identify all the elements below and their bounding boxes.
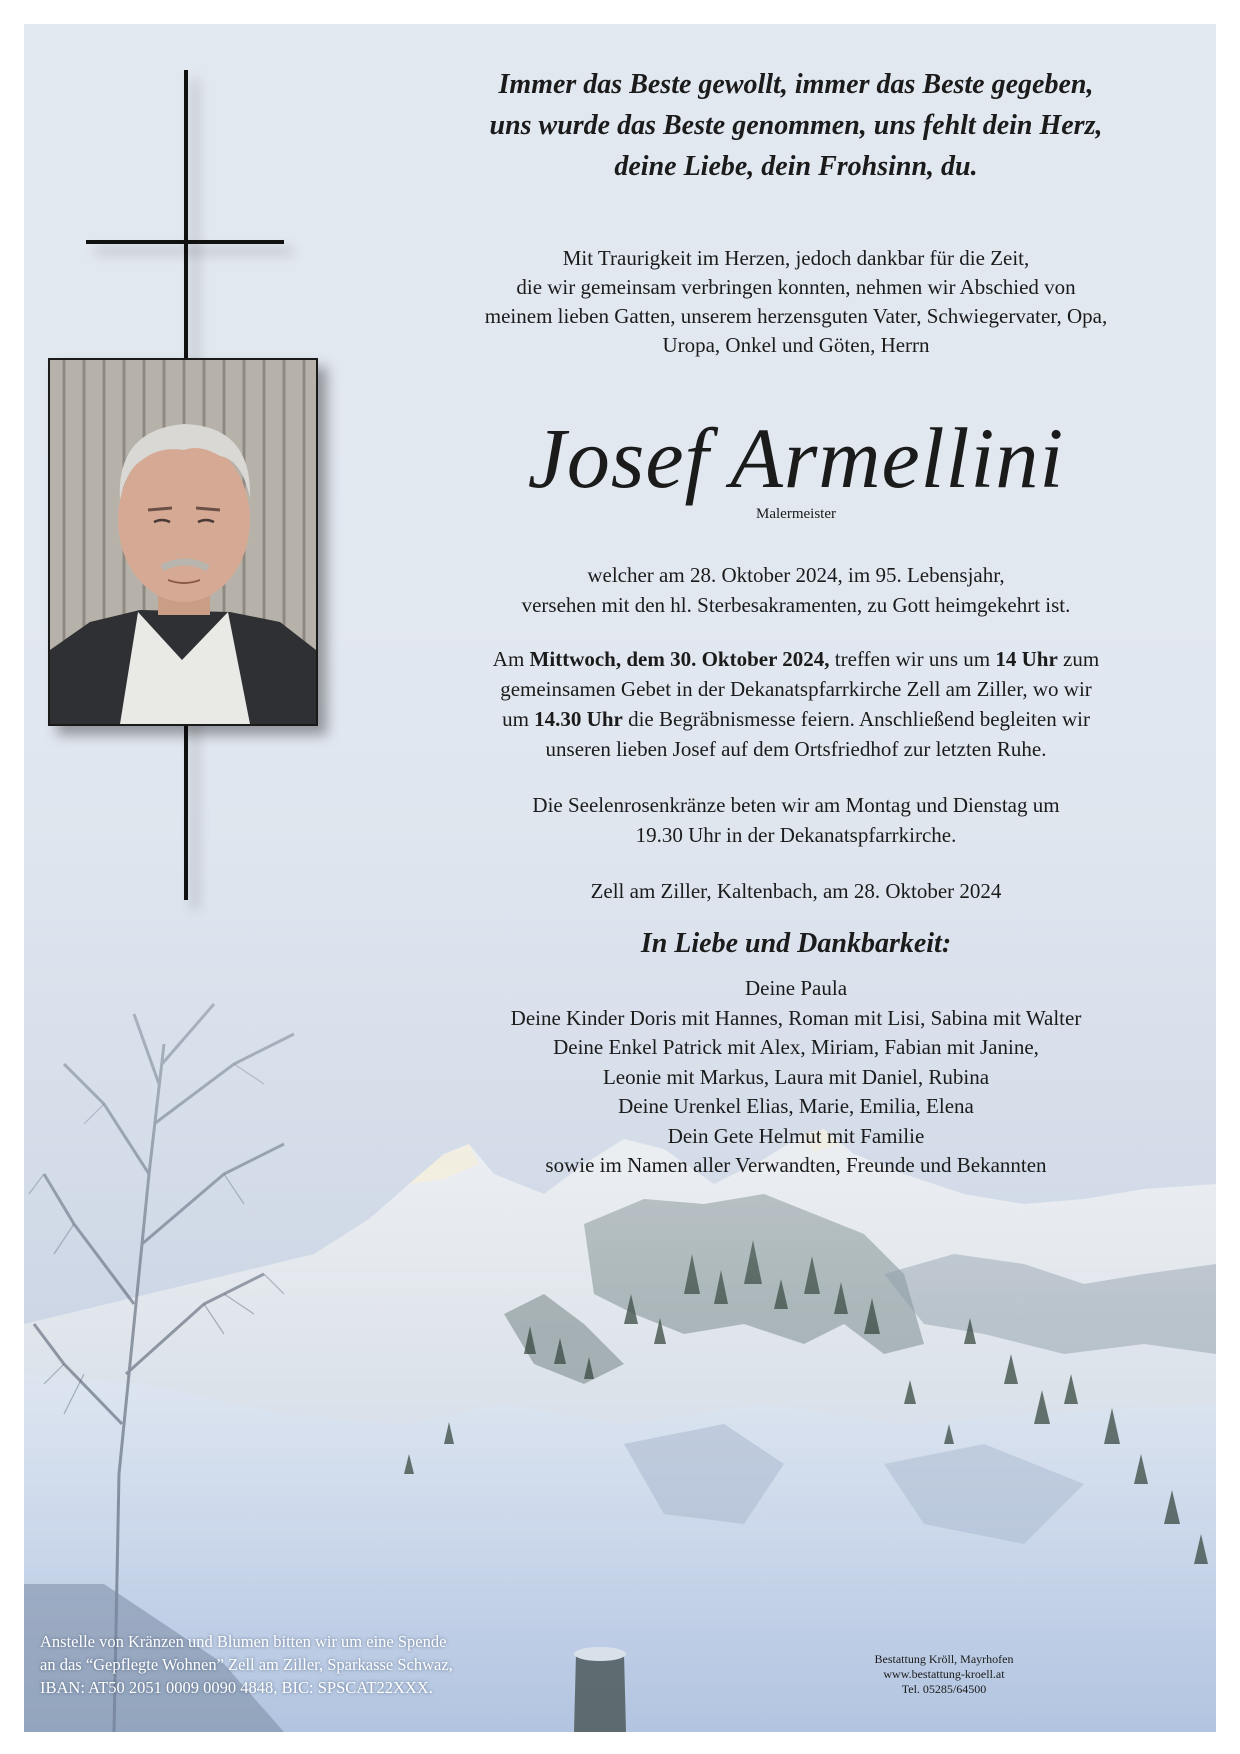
- mass-time: 14.30 Uhr: [534, 707, 623, 731]
- mourners-list: [404, 974, 1188, 1181]
- death-line: welcher am 28. Oktober 2024, im 95. Lebensjahr,: [587, 563, 1005, 587]
- death-line: versehen mit den hl. Sterbesakramenten, zu Gott heimgekehrt ist.: [521, 593, 1071, 617]
- portrait-photo: [48, 358, 318, 726]
- intro-line: meinem lieben Gatten, unserem herzensguten Vater, Schwiegervater, Opa,: [484, 304, 1108, 328]
- funeral-text: treffen wir uns um: [829, 647, 996, 671]
- obituary-card: [24, 24, 1216, 1732]
- funeral-line: [404, 704, 1188, 734]
- donation-line: IBAN: AT50 2051 0009 0090 4848, BIC: SPSCAT22XXX.: [40, 1678, 433, 1697]
- undertaker-website: www.bestattung-kroell.at: [883, 1667, 1005, 1681]
- rosary-line: Die Seelenrosenkränze beten wir am Montag und Dienstag um: [532, 793, 1060, 817]
- mourner-line: Deine Urenkel Elias, Marie, Emilia, Elena: [618, 1094, 974, 1118]
- donation-notice: [40, 1630, 600, 1699]
- undertaker-info: [844, 1652, 1044, 1697]
- intro-line: Uropa, Onkel und Göten, Herrn: [662, 333, 930, 357]
- cross-bar: [86, 240, 284, 244]
- mourner-line: Leonie mit Markus, Laura mit Daniel, Rubina: [602, 1064, 990, 1089]
- deceased-name: Josef Armellini: [527, 410, 1065, 506]
- intro-text: [404, 244, 1188, 360]
- funeral-line: [404, 644, 1188, 674]
- motto-verse: [404, 64, 1188, 187]
- mourner-line: Dein Gete Helmut mit Familie: [667, 1123, 925, 1148]
- funeral-line: unseren lieben Josef auf dem Ortsfriedhof zur letzten Ruhe.: [545, 737, 1047, 761]
- undertaker-phone: Tel. 05285/64500: [901, 1682, 987, 1696]
- mourner-line: Deine Kinder Doris mit Hannes, Roman mit Lisi, Sabina mit Walter: [510, 1005, 1082, 1030]
- funeral-details: [404, 644, 1188, 764]
- intro-line: Mit Traurigkeit im Herzen, jedoch dankbar für die Zeit,: [562, 246, 1030, 270]
- death-notice: [404, 560, 1188, 620]
- intro-line: die wir gemeinsam verbringen konnten, nehmen wir Abschied von: [516, 275, 1076, 299]
- mourner-line: sowie im Namen aller Verwandten, Freunde und Bekannten: [545, 1153, 1047, 1177]
- rosary-line: 19.30 Uhr in der Dekanatspfarrkirche.: [635, 823, 957, 847]
- mourners-title: In Liebe und Dankbarkeit:: [640, 928, 952, 959]
- motto-line: uns wurde das Beste genommen, uns fehlt dein Herz,: [489, 110, 1103, 141]
- undertaker-name: Bestattung Kröll, Mayrhofen: [874, 1652, 1014, 1666]
- funeral-date: Mittwoch, dem 30. Oktober 2024,: [529, 647, 830, 671]
- donation-line: Anstelle von Kränzen und Blumen bitten wir um eine Spende: [40, 1632, 447, 1651]
- rosary-notice: [404, 790, 1188, 850]
- funeral-time: 14 Uhr: [995, 647, 1058, 671]
- donation-line: an das “Gepflegte Wohnen” Zell am Ziller, Sparkasse Schwaz,: [40, 1655, 453, 1674]
- place-date: Zell am Ziller, Kaltenbach, am 28. Oktober 2024: [590, 879, 1002, 903]
- motto-line: deine Liebe, dein Frohsinn, du.: [614, 151, 978, 182]
- deceased-occupation: Malermeister: [756, 506, 836, 522]
- funeral-text: Am: [492, 647, 530, 671]
- funeral-line: gemeinsamen Gebet in der Dekanatspfarrkirche Zell am Ziller, wo wir: [500, 677, 1092, 701]
- funeral-text: die Begräbnismesse feiern. Anschließend begleiten wir: [622, 707, 1090, 731]
- funeral-text: um: [502, 707, 535, 731]
- funeral-text: zum: [1057, 647, 1100, 671]
- motto-line: Immer das Beste gewollt, immer das Beste gegeben,: [498, 69, 1094, 100]
- mourner-line: Deine Enkel Patrick mit Alex, Miriam, Fabian mit Janine,: [553, 1035, 1039, 1059]
- mourner-line: Deine Paula: [744, 976, 848, 1000]
